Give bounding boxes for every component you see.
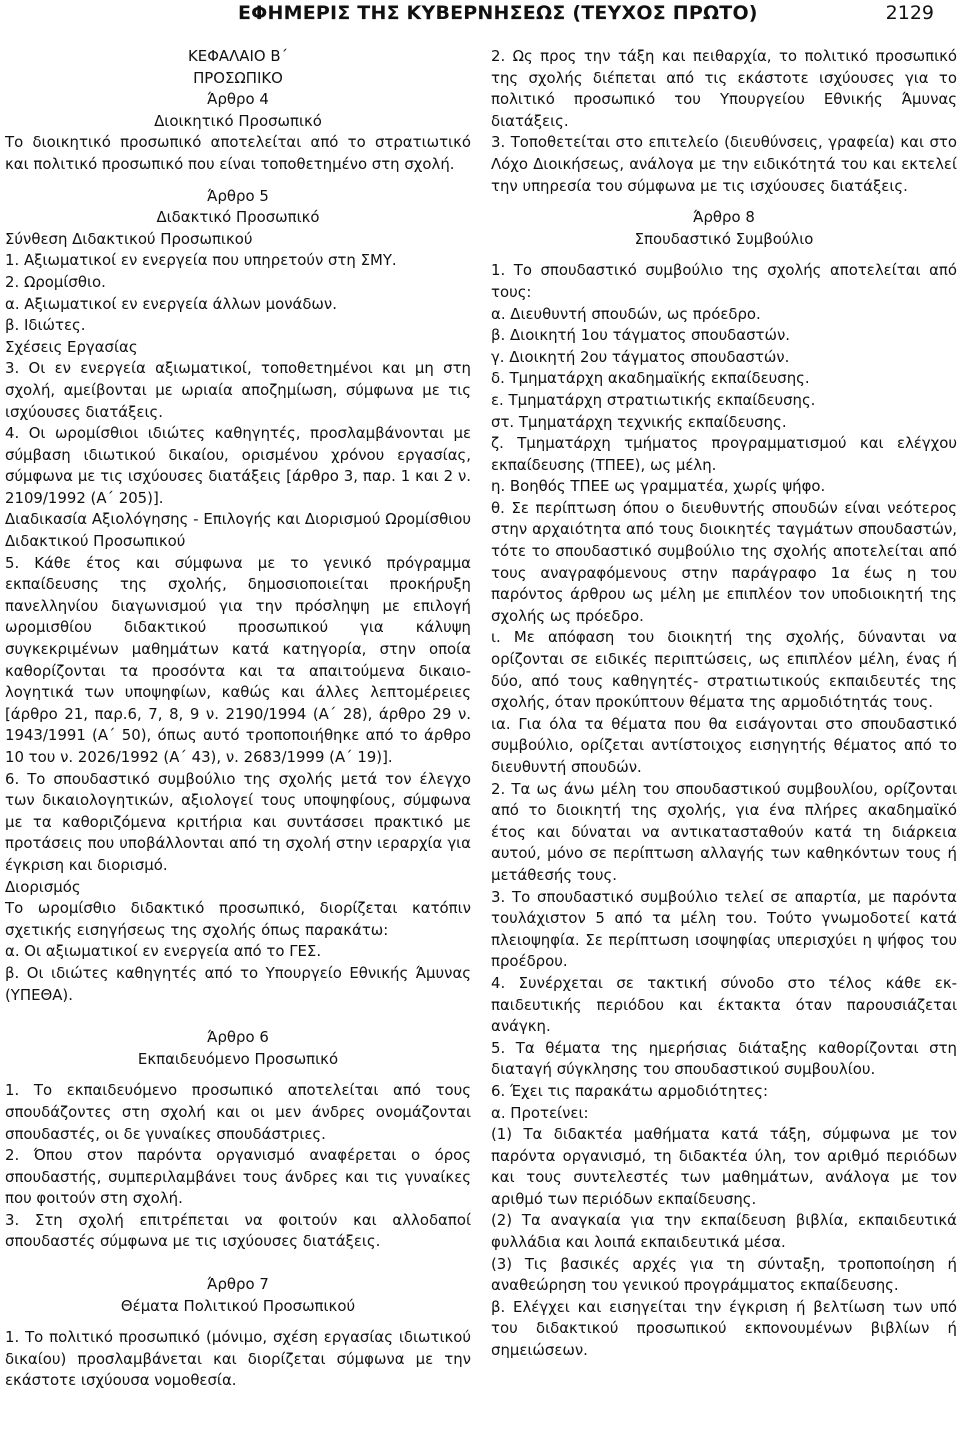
article-4-paragraph: Το διοικητικό προσωπικό αποτελείται από το στρατιωτικό και πολιτικό προσωπικό που είναι τοποθετημένο στη σχολή. — [5, 133, 471, 173]
article-6-number: Άρθρο 6 — [207, 1028, 269, 1047]
article-5-title: Διδακτικό Προσωπικό — [156, 208, 320, 227]
paragraph: 3. Το σπουδαστικό συμβούλιο τελεί σε απαρτία, με παρόντα τουλάχιστον 5 από τα μέλη του. Τούτο γνωμοδοτεί κατά πλειοψηφία. Σε περίπτωση ισοψηφίας υπερισχύει η ψήφος του προέδρου. — [491, 887, 957, 971]
page-number: 2129 — [885, 2, 934, 24]
chapter-title: ΠΡΟΣΩΠΙΚΟ — [193, 68, 283, 87]
paragraph: 3. Τοποθετείται στο επιτελείο (διευθύνσεις, γραφεία) και στο Λόχο Διοικήσεως, ανάλογα με την ειδικότητά του και εκτελεί την υπηρεσία του σύμφωνα με τις ισχύουσες διατάξεις. — [491, 133, 957, 195]
chapter-number: ΚΕΦΑΛΑΙΟ Β΄ — [188, 47, 288, 65]
paragraph: Το ωρομίσθιο διδακτικό προσωπικό, διορίζεται κατόπιν σχετικής εισηγήσεως της σχολής όπως παρακάτω: — [5, 899, 471, 939]
paragraph: 2. Όπου στον παρόντα οργανισμό αναφέρεται ο όρος σπουδαστής, συμπεριλαμβάνει τους άνδρες και τις γυναίκες που φοιτούν στη σχολή. — [5, 1146, 471, 1208]
section-heading: Διαδικασία Αξιολόγησης - Επιλογής και Διορισμού Ωρομίσθιου Διδακτικού Προσωπικού — [5, 510, 471, 551]
article-5-number: Άρθρο 5 — [207, 186, 269, 205]
list-item: α. Διευθυντή σπουδών, ως πρόεδρο. — [491, 304, 761, 323]
paragraph: (3) Τις βασικές αρχές για τη σύνταξη, τροποποίηση ή αναθεώρηση του γενικού προγράμματος εκπαίδευσης. — [491, 1254, 957, 1295]
list-item: ε. Τμηματάρχη στρατιωτικής εκπαίδευσης. — [491, 390, 816, 409]
paragraph: 5. Τα θέματα της ημερήσιας διάταξης καθορίζονται στη διαταγή σύγκλησης του σπουδαστικού συμβουλίου. — [491, 1038, 957, 1079]
paragraph: ι. Με απόφαση του διοικητή της σχολής, δύνανται να ορίζονται σε ειδικές περιπτώσεις, ως επιπλέον μέλη, ένας ή δύο, από τους καθηγητές- στρατιωτικούς εκπαιδευτές της σχολής, όταν προκύπτουν θέματα της αρμοδιότητάς τους. — [491, 628, 957, 712]
section-heading: Σύνθεση Διδακτικού Προσωπικού — [5, 229, 253, 248]
paragraph: 6. Έχει τις παρακάτω αρμοδιότητες: — [491, 1081, 769, 1100]
article-4-title: Διοικητικό Προσωπικό — [154, 111, 322, 130]
left-column — [5, 46, 471, 1392]
paragraph: θ. Σε περίπτωση όπου ο διευθυντής σπουδών είναι νεότερος στην αρχαιότητα από τους διοικητές ταγμάτων σπουδαστών, τότε το σπουδαστικό συμβούλιο της σχολής αποτελείται από τους αναγραφόμενους στην παράγραφο 1α έως η του παρόντος άρθρου ως μέλη με επιπλέον τον υποδιοικητή της σχολής ως πρόεδρο. — [491, 498, 957, 625]
paragraph: 3. Οι εν ενεργεία αξιωματικοί, τοποθετημένοι και μη στη σχολή, αμείβονται με ωριαία αποζημίωση, σύμφωνα με τις ισχύουσες διατάξεις. — [5, 359, 471, 421]
paragraph: α. Προτείνει: — [491, 1103, 589, 1122]
paragraph: 2. Ως προς την τάξη και πειθαρχία, το πολιτικό προσωπικό της σχολής διέπεται από τις εκάστοτε ισχύουσες για το πολιτικό προσωπικό του Υπουργείου Εθνικής Άμυνας διατάξεις. — [491, 47, 957, 130]
list-item: η. Βοηθός ΤΠΕΕ ως γραμματέα, χωρίς ψήφο. — [491, 477, 826, 496]
paragraph: 1. Το εκπαιδευόμενο προσωπικό αποτελείται από τους σπουδάζοντες στη σχολή και οι μεν άνδρες ονομάζονται σπουδαστές, οι δε γυναίκες σπουδάστριες. — [5, 1081, 471, 1143]
paragraph: (1) Τα διδακτέα μαθήματα κατά τάξη, σύμφωνα με τον παρόντα οργανισμό, τη διδακτέα ύλη, τον αριθμό περιόδων και τους συντελεστές των μαθημάτων, ανάλογα με τον αριθμό των περιόδων εκπαίδευσης. — [491, 1125, 957, 1208]
paragraph: 1. Αξιωματικοί εν ενεργεία που υπηρετούν στη ΣΜΥ. — [5, 251, 397, 270]
article-8-number: Άρθρο 8 — [693, 208, 755, 227]
section-heading: Σχέσεις Εργασίας — [5, 337, 138, 356]
paragraph: β. Ελέγχει και εισηγείται την έγκριση ή βελτίωση των υπό του διδακτικού προσωπικού εκπονουμένων βιβλίων ή σημειώσεων. — [491, 1297, 957, 1360]
article-7-number: Άρθρο 7 — [207, 1275, 269, 1294]
paragraph: 2. Τα ως άνω μέλη του σπουδαστικού συμβουλίου, ορίζονται από το διοικητή της σχολής, για ένα πλήρες ακαδημαϊκό έτος και δύναται να αντικατασταθούν κατά τη διάρκεια αυτού, μόνο σε περίπτωση αλλαγής των καθηκόντων τους ή μετάθεσής τους. — [491, 779, 957, 884]
section-heading: Διορισμός — [5, 877, 81, 896]
page-header — [0, 0, 960, 28]
paragraph: 4. Οι ωρομίσθιοι ιδιώτες καθηγητές, προσλαμβάνονται με σύμβαση ιδιωτικού δικαίου, ορισμένου χρόνου εργασίας, σύμφωνα με τις ισχύουσες διατάξεις [άρθρο 3, παρ. 1 και 2 ν. 2109/1992 (Α΄ 205)]. — [5, 424, 471, 507]
list-item: β. Διοικητή 1ου τάγματος σπουδαστών. — [491, 326, 791, 345]
paragraph: β. Ιδιώτες. — [5, 316, 86, 335]
paragraph: α. Οι αξιωματικοί εν ενεργεία από το ΓΕΣ. — [5, 942, 322, 961]
list-item: γ. Διοικητή 2ου τάγματος σπουδαστών. — [491, 347, 790, 366]
paragraph: (2) Τα αναγκαία για την εκπαίδευση βιβλία, εκπαιδευτικά φυλλάδια και λοιπά εκπαιδευτικά μέσα. — [491, 1211, 957, 1252]
list-item: στ. Τμηματάρχη τεχνικής εκπαίδευσης. — [491, 412, 787, 431]
paragraph: 2. Ωρομίσθιο. — [5, 272, 106, 291]
paragraph: 1. Το πολιτικό προσωπικό (μόνιμο, σχέση εργασίας ιδιωτικού δικαίου) προσλαμβάνεται και διορίζεται σύμφωνα με την εκάστοτε ισχύουσα νομοθεσία. — [5, 1328, 471, 1390]
list-item: δ. Τμηματάρχη ακαδημαϊκής εκπαίδευσης. — [491, 369, 810, 388]
list-item: ζ. Τμηματάρχη τμήματος προγραμματισμού και ελέγχου εκπαίδευσης (ΤΠΕΕ), ως μέλη. — [491, 434, 957, 474]
article-8-title: Σπουδαστικό Συμβούλιο — [634, 229, 814, 248]
article-7-title: Θέματα Πολιτικού Προσωπικού — [120, 1296, 356, 1315]
paragraph: 6. Το σπουδαστικό συμβούλιο της σχολής μετά τον έλεγχο των δικαιολογητικών, αξιολογεί τους υποψηφίους, σύμφωνα με τα καθοριζόμενα κριτήρια και συντάσσει πρακτικό με προτάσεις που υποβάλλονται από τη σχολή στην ιεραρχία για έγκριση και διορισμό. — [5, 769, 471, 874]
paragraph: 3. Στη σχολή επιτρέπεται να φοιτούν και αλλοδαποί σπουδαστές σύμφωνα με τις ισχύουσες διατάξεις. — [5, 1210, 471, 1251]
paragraph: 4. Συνέρχεται σε τακτική σύνοδο στο τέλος κάθε εκπαιδευτικής περιόδου και έκτακτα όταν παρουσιάζεται ανάγκη. — [491, 973, 957, 1036]
paragraph: α. Αξιωματικοί εν ενεργεία άλλων μονάδων. — [5, 294, 337, 313]
right-column — [491, 46, 957, 1362]
paragraph: 5. Κάθε έτος και σύμφωνα με το γενικό πρόγραμμα εκπαίδευσης της σχολής, δημοσιοποιείται προκήρυξη πανελληνίου διαγωνισμού για την πρόσληψη με επιλογή ωρομισθίου διδακτικού προσωπικού για κάλυψη συγκεκριμένων μαθημάτων κατά κατηγορία, στην οποία καθορίζονται τα προσόντα και τα απαιτούμενα δικαιολογητικά των υποψηφίων, καθώς και άλλες λεπτομέρειες [άρθρο 21, παρ.6, 7, 8, 9 ν. 2190/1994 (Α΄ 28), άρθρο 29 ν. 1943/1991 (Α΄ 50), όπως αυτό τροποποιήθηκε από το άρθρο 10 του ν. 2026/1992 (Α΄ 43), ν. 2683/1999 (Α΄ 19)]. — [5, 553, 471, 766]
article-4-number: Άρθρο 4 — [207, 90, 269, 109]
paragraph: ια. Για όλα τα θέματα που θα εισάγονται στο σπουδαστικό συμβούλιο, ορίζεται αντίστοιχος εισηγητής θέματος από το διευθυντή σπουδών. — [491, 714, 957, 776]
paragraph: 1. Το σπουδαστικό συμβούλιο της σχολής αποτελείται από τους: — [491, 261, 957, 301]
article-6-title: Εκπαιδευόμενο Προσωπικό — [137, 1049, 339, 1068]
paragraph: β. Οι ιδιώτες καθηγητές από το Υπουργείο Εθνικής Άμυνας (ΥΠΕΘΑ). — [5, 963, 471, 1004]
gazette-title: ΕΦΗΜΕΡΙΣ ΤΗΣ ΚΥΒΕΡΝΗΣΕΩΣ (ΤΕΥΧΟΣ ΠΡΩΤΟ) — [238, 2, 758, 24]
